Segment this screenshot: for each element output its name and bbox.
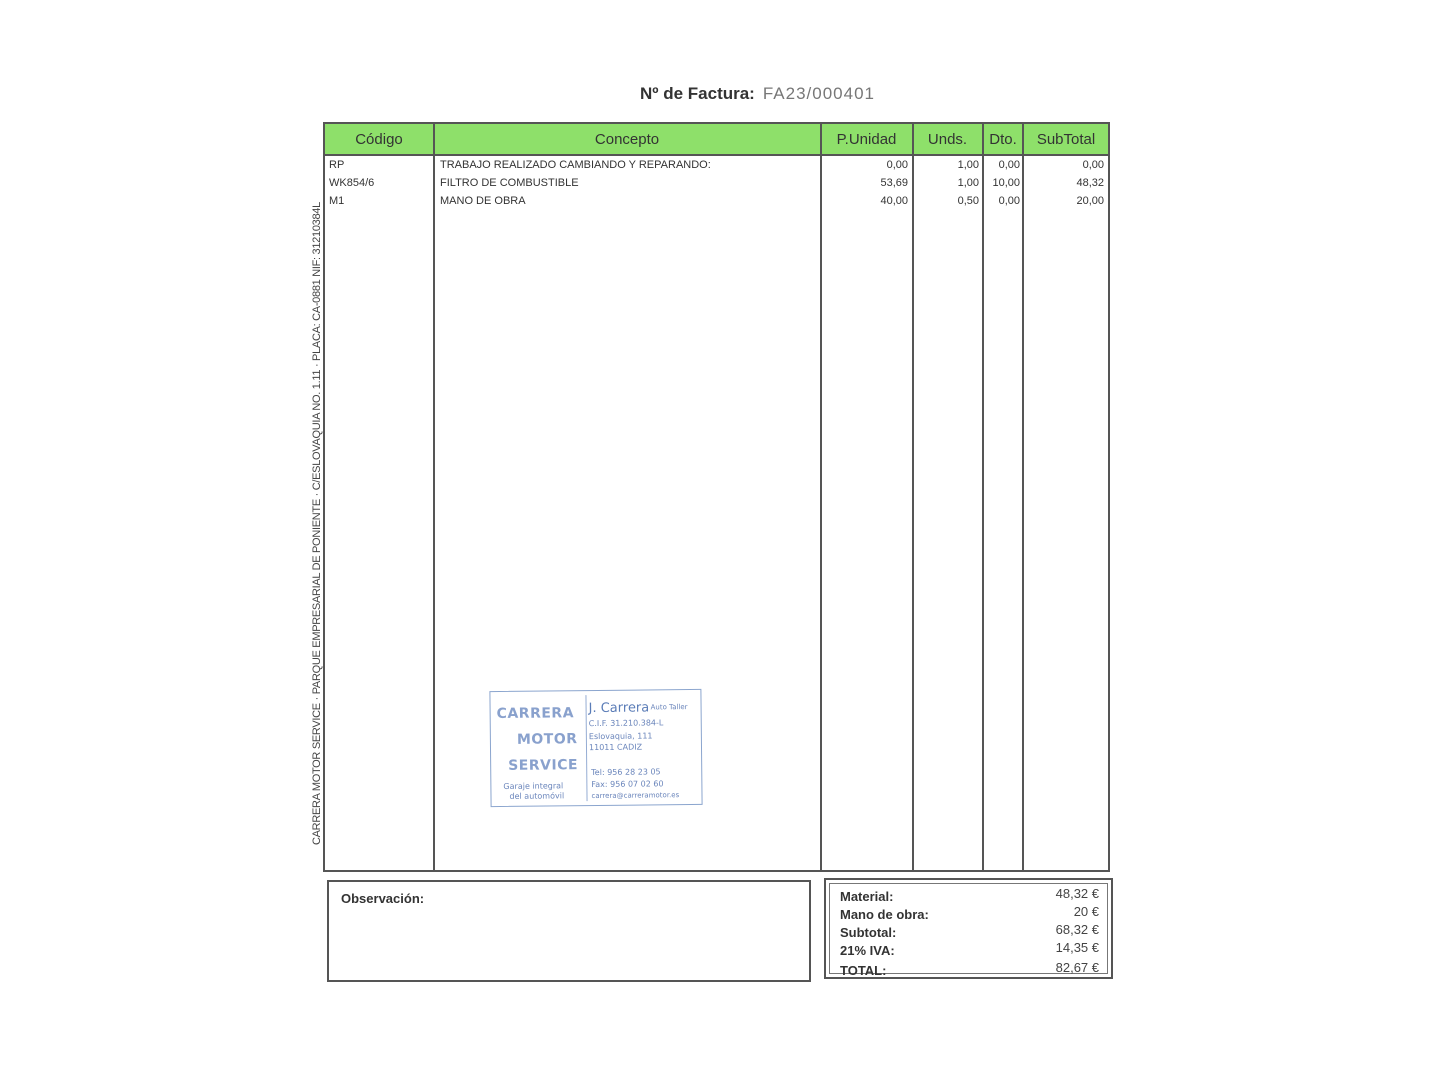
cell-subtotal: 20,00 bbox=[1076, 195, 1104, 207]
stamp-name-suffix: Auto Taller bbox=[650, 703, 688, 712]
totals-value: 68,32 € bbox=[1055, 922, 1099, 937]
cell-concepto: FILTRO DE COMBUSTIBLE bbox=[440, 177, 579, 189]
cell-punidad: 0,00 bbox=[886, 159, 908, 171]
totals-inner-frame bbox=[829, 883, 1108, 978]
invoice-number-label: Nº de Factura: bbox=[640, 84, 755, 100]
table-row bbox=[325, 174, 1108, 192]
totals-label: Mano de obra: bbox=[840, 907, 929, 922]
cell-codigo: WK854/6 bbox=[329, 177, 375, 189]
column-divider bbox=[820, 124, 822, 870]
stamp-tel: Tel: 956 28 23 05 bbox=[591, 767, 661, 778]
table-row bbox=[325, 192, 1108, 210]
totals-value: 20 € bbox=[1073, 904, 1099, 919]
table-header bbox=[325, 124, 1108, 156]
stamp-address: Eslovaquia, 111 bbox=[588, 731, 653, 742]
stamp-sub2: del automóvil bbox=[509, 791, 565, 801]
totals-value: 48,32 € bbox=[1055, 886, 1099, 901]
totals-label: 21% IVA: bbox=[840, 943, 895, 958]
totals-box bbox=[824, 878, 1113, 979]
cell-punidad: 53,69 bbox=[880, 177, 908, 189]
invoice-number-value: FA23/000401 bbox=[762, 84, 875, 100]
totals-label: Subtotal: bbox=[840, 925, 897, 940]
stamp-line3: SERVICE bbox=[508, 757, 579, 774]
invoice-number bbox=[640, 84, 900, 100]
cell-unds: 0,50 bbox=[957, 195, 979, 207]
cell-subtotal: 0,00 bbox=[1082, 159, 1104, 171]
stamp-sub1: Garaje integral bbox=[503, 781, 564, 791]
cell-unds: 1,00 bbox=[957, 177, 979, 189]
cell-unds: 1,00 bbox=[957, 159, 979, 171]
cell-subtotal: 48,32 bbox=[1076, 177, 1104, 189]
totals-label: TOTAL: bbox=[840, 963, 887, 978]
stamp-cif: C.I.F. 31.210.384-L bbox=[588, 718, 664, 729]
stamp-line2: MOTOR bbox=[516, 731, 578, 748]
cell-dto: 0,00 bbox=[998, 159, 1020, 171]
column-divider bbox=[1022, 124, 1024, 870]
observation-box bbox=[327, 880, 811, 982]
header-codigo: Código bbox=[355, 131, 403, 148]
totals-label: Material: bbox=[840, 889, 894, 904]
stamp-city: 11011 CADIZ bbox=[588, 742, 643, 753]
cell-concepto: MANO DE OBRA bbox=[440, 195, 526, 207]
company-stamp bbox=[489, 689, 702, 807]
cell-codigo: RP bbox=[329, 159, 345, 171]
stamp-divider bbox=[585, 695, 587, 801]
stamp-line1: CARRERA bbox=[496, 705, 575, 723]
cell-concepto: TRABAJO REALIZADO CAMBIANDO Y REPARANDO: bbox=[440, 159, 711, 171]
totals-row-iva bbox=[840, 940, 1099, 961]
header-unds: Unds. bbox=[927, 131, 968, 148]
header-concepto: Concepto bbox=[594, 131, 660, 148]
invoice-items-table bbox=[323, 122, 1110, 872]
stamp-email: carrera@carreramotor.es bbox=[591, 791, 680, 801]
column-divider bbox=[433, 124, 435, 870]
observation-label: Observación: bbox=[341, 891, 425, 906]
header-dto: Dto. bbox=[989, 131, 1017, 148]
table-row bbox=[325, 156, 1108, 174]
header-subtotal: SubTotal bbox=[1036, 131, 1096, 148]
stamp-fax: Fax: 956 07 02 60 bbox=[591, 779, 664, 790]
totals-value: 82,67 € bbox=[1055, 960, 1099, 975]
stamp-name: J. Carrera bbox=[588, 700, 650, 717]
column-divider bbox=[912, 124, 914, 870]
totals-row-material bbox=[840, 886, 1099, 907]
column-divider bbox=[982, 124, 984, 870]
cell-dto: 0,00 bbox=[998, 195, 1020, 207]
totals-value: 14,35 € bbox=[1055, 940, 1099, 955]
cell-dto: 10,00 bbox=[992, 177, 1020, 189]
totals-row-total bbox=[840, 960, 1099, 981]
cell-codigo: M1 bbox=[329, 195, 345, 207]
company-vertical-text: CARRERA MOTOR SERVICE · PARQUE EMPRESARIAL DE PONIENTE · C/ESLOVAQUIA NO. 1.11 · PLACA: CA-0881 NIF: 31210384L bbox=[311, 202, 323, 845]
cell-punidad: 40,00 bbox=[880, 195, 908, 207]
header-punidad: P.Unidad bbox=[836, 131, 897, 148]
